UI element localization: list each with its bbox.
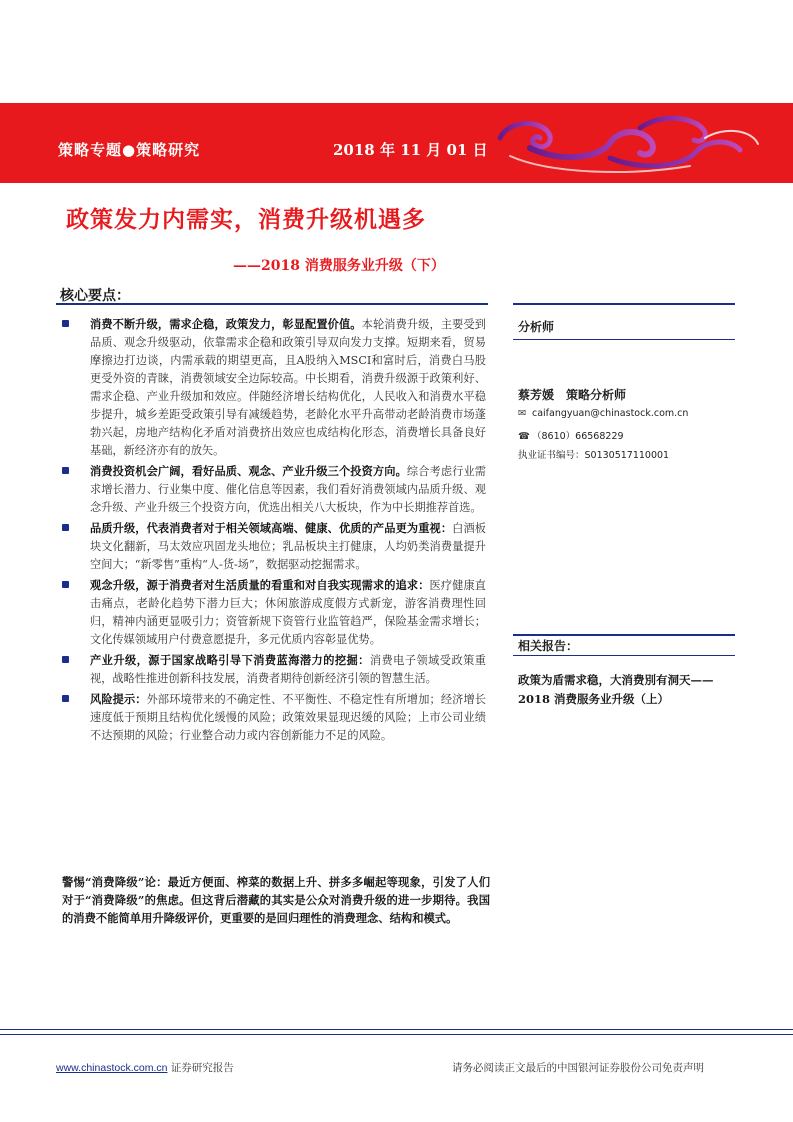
bullet-body: 消费电子领域受政策重视，战略性推进创新科技发展，消费者期待创新经济引领的智慧生活。 <box>90 654 486 685</box>
analyst-license: 执业证书编号：S0130517110001 <box>518 450 670 461</box>
website-link[interactable]: www.chinastock.com.cn <box>56 1062 168 1074</box>
related-reports-heading: 相关报告： <box>518 639 579 653</box>
report-date: 2018 年 11 月 01 日 <box>333 141 488 159</box>
footer-disclaimer: 请务必阅读正文最后的中国银河证券股份公司免责声明 <box>452 1062 704 1074</box>
bullet-icon <box>62 467 69 474</box>
divider <box>513 339 735 340</box>
bullet-icon <box>62 320 69 327</box>
list-item <box>62 576 486 649</box>
phone-icon: ☎ <box>518 431 530 442</box>
footer-divider <box>0 1034 793 1035</box>
bullet-heading: 消费投资机会广阔，看好品质、观念、产业升级三个投资方向。 <box>90 464 407 478</box>
bullet-heading: 观念升级，源于消费者对生活质量的看重和对自我实现需求的追求： <box>90 578 430 592</box>
divider <box>513 303 735 305</box>
bullet-body: 医疗健康直击痛点，老龄化趋势下潜力巨大；休闲旅游成度假方式新宠，游客消费理性回归，精神内涵更显吸引力；资管新规下资管行业监管趋严，保险基金需求增长；文化传媒领域用户付费意愿提升，多元优质内容彰显优势。 <box>90 579 486 646</box>
report-title: 政策发力内需实，消费升级机遇多 <box>66 206 426 233</box>
divider <box>513 634 735 636</box>
bullet-icon <box>62 656 69 663</box>
report-section: 策略专题●策略研究 <box>58 141 201 159</box>
analyst-heading: 分析师 <box>518 320 555 334</box>
analyst-name: 蔡芳媛 策略分析师 <box>518 388 627 402</box>
divider <box>56 303 488 305</box>
list-item <box>62 519 486 574</box>
phone-text: （8610）66568229 <box>532 431 624 442</box>
bullet-icon <box>62 524 69 531</box>
bullet-body: 综合考虑行业需求增长潜力、行业集中度、催化信息等因素，我们看好消费领域内品质升级、观念升级、产业升级三个投资方向，优选出相关八大板块，作为中长期推荐首选。 <box>90 465 486 514</box>
analyst-phone <box>518 428 624 442</box>
list-item <box>62 690 486 745</box>
bullet-icon <box>62 695 69 702</box>
footer-label: 证券研究报告 <box>170 1062 234 1074</box>
related-report-link[interactable]: 政策为盾需求稳，大消费別有洞天——2018 消费服务业升级（上） <box>518 673 714 706</box>
footer-left <box>56 1060 234 1075</box>
bullet-heading: 消费不断升级，需求企稳，政策发力，彰显配置价值。 <box>90 317 362 331</box>
list-item <box>62 462 486 517</box>
footer-divider <box>0 1029 793 1030</box>
key-points-list <box>62 315 486 747</box>
envelope-icon: ✉ <box>518 408 526 419</box>
email-text: caifangyuan@chinastock.com.cn <box>532 408 689 419</box>
key-points-heading: 核心要点： <box>60 288 130 304</box>
bullet-heading: 产业升级，源于国家战略引导下消费蓝海潜力的挖掘： <box>90 653 370 667</box>
list-item <box>62 651 486 688</box>
warning-paragraph: 警惕“消费降级”论：最近方便面、榨菜的数据上升、拼多多崛起等现象，引发了人们对于“消费降级”的焦虑。但这背后潜藏的其实是公众对消费升级的进一步期待。我国的消费不能简单用升降级评价，更重要的是回归理性的消费理念、结构和模式。 <box>62 875 490 925</box>
analyst-email[interactable] <box>518 408 688 419</box>
bullet-body: 本轮消费升级，主要受到品质、观念升级驱动，依靠需求企稳和政策引导双向发力支撑。短期来看，贸易摩擦边打边谈，内需承载的期望更高，且A股纳入MSCI和富时后，消费白马股更受外资的青睐，消费领域安全边际较高。中长期看，消费升级源于政策利好、需求企稳、产业升级加和效应。伴随经济增长结构优化，人民收入和消费水平稳步提升，城乡差距受政策引导有减缓趋势，老龄化水平升高带动老龄消费市场蓬勃兴起，房地产结构化矛盾对消费挤出效应也成结构化形态，消费增长具备良好基础，新经济亦有的放矢。 <box>90 318 486 457</box>
divider <box>513 655 735 656</box>
bullet-body: 白酒板块文化翻新，马太效应巩固龙头地位；乳品板块主打健康，人均奶类消费量提升空间大；“新零售”重构“人-货-场”，数据驱动挖掘需求。 <box>90 522 486 571</box>
report-subtitle: ——2018 消费服务业升级（下） <box>233 258 445 274</box>
bullet-icon <box>62 581 69 588</box>
bullet-heading: 品质升级，代表消费者对于相关领域高端、健康、优质的产品更为重视： <box>90 521 453 535</box>
bullet-body: 外部环境带来的不确定性、不平衡性、不稳定性有所增加；经济增长速度低于预期且结构优化缓慢的风险；政策效果显现迟缓的风险；上市公司业绩不达预期的风险；行业整合动力或内容创新能力不足的风险。 <box>90 693 486 742</box>
list-item <box>62 315 486 460</box>
auspicious-cloud-logo <box>490 108 770 178</box>
bullet-heading: 风险提示： <box>90 692 147 706</box>
